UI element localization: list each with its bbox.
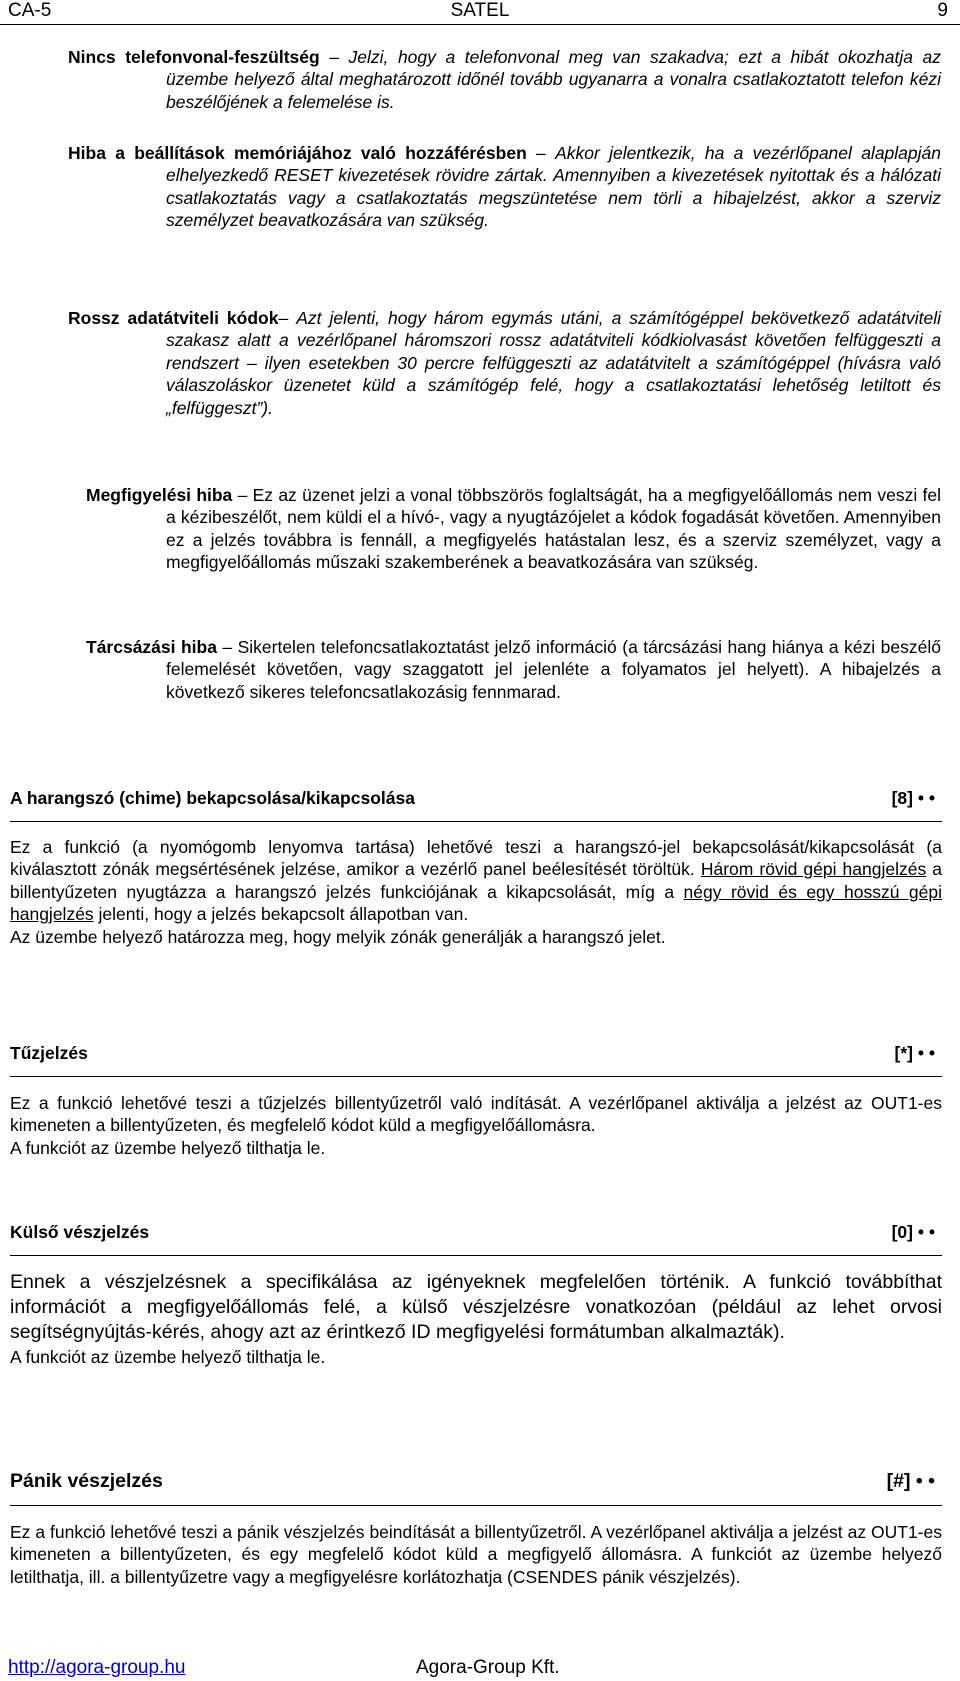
section-rule	[10, 821, 942, 822]
section-title-chime	[10, 788, 935, 809]
page-footer	[0, 1657, 960, 1681]
section-rule	[10, 1076, 942, 1077]
entry-description: Azt jelenti, hogy három egymás utáni, a számítógéppel bekövetkező adatátviteli szakasz alatt a vezérlőpanel háromszori rossz adatátviteli kódkiolvasást követően felfüggeszti a rendszert – ilyen esetekben 30 percre felfüggeszti az adatátvitelt a számítógéppel (hívásra való válaszoláskor üzenetet küld a számítógép felé, hogy a csatlakoztatási lehetőség letiltott és „felfüggeszt”).	[166, 308, 941, 418]
entry-dash: –	[216, 637, 238, 657]
section-text-underlined: négy rövid és egy hosszú gépi hangjelzés	[10, 881, 943, 925]
entry-dash: –	[526, 143, 556, 163]
entry-monitoring-error	[86, 484, 941, 574]
section-text: Ennek a vészjelzésnek a specifikálása az igényeknek megfelelően történik. A funkció továbbíthat információt a megfigyelőállomás felé, a külső vészjelzésre vonatkozóan (például az lehet orvosi segítségnyújtás-kérés, ahogy azt az érintkező ID megfigyelési formátumban alkalmazták).	[10, 1271, 942, 1343]
entry-dash: –	[278, 308, 297, 328]
entry-term: Nincs telefonvonal-feszültség	[68, 47, 320, 67]
section-text: jelenti, hogy a jelzés bekapcsolt állapotban van.	[98, 904, 469, 925]
entry-no-line-voltage	[68, 46, 941, 113]
entry-description: Akkor jelentkezik, ha a vezérlőpanel alaplapján elhelyezkedő RESET kivezetések rövidre zártak. Amennyiben a kivezetések nyitottak és a hálózati csatlakoztatás vagy a csatlakoztatás megszüntetése nem törli a hibajelzést, akkor a szerviz személyzet beavatkozására van szükség.	[166, 143, 941, 231]
section-key: [0] • •	[891, 1222, 935, 1242]
section-text: Az üzembe helyező határozza meg, hogy melyik zónák generálják a harangszó jelet.	[10, 926, 666, 947]
section-heading: Külső vészjelzés	[10, 1222, 150, 1242]
section-rule	[10, 1505, 942, 1506]
section-heading: Pánik vészjelzés	[10, 1470, 163, 1492]
section-heading: Tűzjelzés	[10, 1043, 88, 1063]
company-name: Agora-Group Kft.	[416, 1657, 560, 1678]
section-key: [8] • •	[891, 788, 935, 808]
entry-description: Ez az üzenet jelzi a vonal többszörös foglaltságát, ha a megfigyelőállomás nem veszi fel a kézibeszélőt, nem küldi el a hívó-, vagy a nyugtázójelet a kódok fogadását követően. Amennyiben ez a jelzés továbbra is fennáll, a megfigyelés hatástalan lesz, és a szerviz személyzet, vagy a megfigyelőállomás műszaki szakemberének a beavatkozására van szükség.	[166, 485, 941, 573]
option-dots-icon: • •	[917, 788, 935, 808]
entry-term: Megfigyelési hiba	[86, 485, 233, 505]
section-text: Ez a funkció (a nyomógomb lenyomva tartása) lehetővé teszi a harangszó-jel bekapcsolását/kikapcsolását (a kiválasztott zónák megsértésének jelzése, amikor a vezérlő panel beélesítését töröltük.	[10, 837, 942, 880]
entry-description: Jelzi, hogy a telefonvonal meg van szakadva; ezt a hibát okozhatja az üzembe helyező által meghatározott időnél tovább ugyanarra a vonalra csatlakoztatott telefon kézi beszélőjének a felemelése is.	[166, 47, 941, 112]
section-body-external-alarm	[10, 1270, 942, 1370]
entry-term: Hiba a beállítások memóriájához való hozzáférésben	[68, 143, 527, 163]
entry-description: Sikertelen telefoncsatlakoztatást jelző információ (a tárcsázási hang hiánya a kézi beszélő felemelését követően, vagy szaggatott jel jelenléte a folyamatos jel helyett). A hibajelzés a következő sikeres telefoncsatlakozásig fennmarad.	[166, 637, 941, 702]
website-link[interactable]: http://agora-group.hu	[8, 1657, 186, 1678]
entry-term: Rossz adatátviteli kódok	[68, 308, 279, 328]
section-title-fire	[10, 1043, 935, 1064]
section-body-fire	[10, 1092, 942, 1159]
entry-dash: –	[232, 485, 253, 505]
section-body-panic	[10, 1521, 942, 1588]
entry-bad-transmission-codes	[68, 307, 941, 419]
header-rule	[0, 24, 960, 25]
section-text: Ez a funkció lehetővé teszi a pánik vészjelzés beindítását a billentyűzetről. A vezérlőpanel aktiválja a jelzést az OUT1-es kimeneten a billentyűzeten, és egy megfelelő kódot küld a megfigyelő állomásra. A funkciót az üzembe helyező letilthatja, ill. a billentyűzetre vagy a megfigyelésre korlátozhatja (CSENDES pánik vészjelzés).	[10, 1522, 942, 1587]
section-body-chime	[10, 836, 942, 948]
section-heading: A harangszó (chime) bekapcsolása/kikapcsolása	[10, 788, 415, 808]
entry-dash: –	[319, 47, 349, 67]
entry-memory-access-error	[68, 142, 941, 232]
section-text: a billentyűzeten nyugtázza a harangszó jelzés funkciójának a kikapcsolását, míg a	[10, 859, 942, 902]
entry-term: Tárcsázási hiba	[86, 637, 217, 657]
page-number: 9	[937, 0, 948, 21]
section-key: [*] • •	[894, 1043, 935, 1063]
section-key: [#] • •	[886, 1470, 935, 1492]
option-dots-icon: • •	[917, 1222, 935, 1242]
section-text-underlined: Három rövid gépi hangjelzés	[700, 859, 927, 880]
section-text: Ez a funkció lehetővé teszi a tűzjelzés billentyűzetről való indítását. A vezérlőpanel aktiválja a jelzést az OUT1-es kimeneten a billentyűzeten, és megfelelő kódot küld a megfigyelőállomásra.	[10, 1093, 942, 1136]
option-dots-icon: • •	[917, 1043, 935, 1063]
page-header	[0, 0, 960, 24]
section-title-panic	[10, 1470, 935, 1493]
section-rule	[10, 1255, 942, 1256]
entry-dialing-error	[86, 636, 941, 703]
brand-name: SATEL	[450, 0, 510, 21]
option-dots-icon: • •	[915, 1470, 935, 1492]
section-text: A funkciót az üzembe helyező tilthatja le.	[10, 1347, 326, 1367]
section-text: A funkciót az üzembe helyező tilthatja le.	[10, 1137, 326, 1158]
section-title-external-alarm	[10, 1222, 935, 1243]
document-code: CA-5	[8, 0, 52, 21]
